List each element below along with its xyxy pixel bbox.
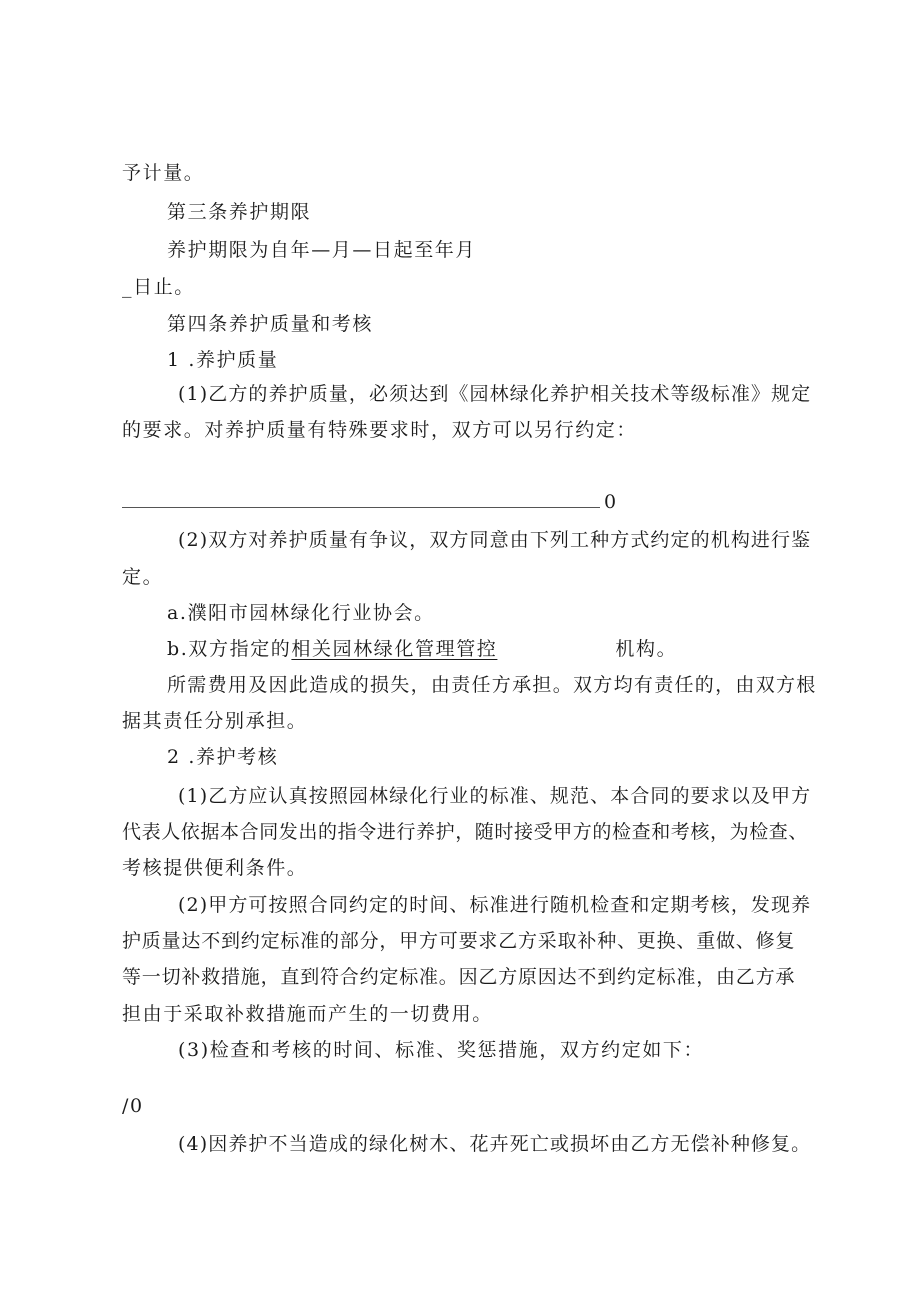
- paragraph-line: 所需费用及因此造成的损失，由责任方承担。双方均有责任的，由双方根: [167, 674, 817, 696]
- section-heading-3: 第三条养护期限: [167, 201, 312, 223]
- paragraph-line: 据其责任分别承担。: [122, 710, 308, 732]
- list-item-a: a.濮阳市园林绿化行业协会。: [167, 602, 435, 624]
- paragraph-line: (3)检查和考核的时间、标准、奖惩措施，双方约定如下：: [178, 1039, 705, 1061]
- paragraph-line: 代表人依据本合同发出的指令进行养护，随时接受甲方的检查和考核，为检查、: [122, 821, 809, 843]
- designated-organization: 相关园林绿化管理管控: [291, 638, 498, 660]
- paragraph-line: 护质量达不到约定标准的部分，甲方可要求乙方采取补种、更换、重做、修复: [122, 930, 796, 952]
- list-item-b: [167, 637, 677, 661]
- list-item-b-suffix: 机构。: [615, 638, 678, 660]
- blank-end-mark: 0: [604, 491, 618, 513]
- blank-fill-line: [122, 507, 600, 508]
- paragraph-line: 的要求。对养护质量有特殊要求时，双方可以另行约定：: [122, 419, 638, 441]
- paragraph-line: (4)因养护不当造成的绿化树木、花卉死亡或损坏由乙方无偿补种修复。: [178, 1133, 812, 1155]
- subsection-heading: 1 .养护质量: [167, 349, 279, 371]
- subsection-heading: 2 .养护考核: [167, 746, 279, 768]
- paragraph-line: (2)甲方可按照合同约定的时间、标准进行随机检查和定期考核，发现养: [178, 894, 812, 916]
- blank-end-mark: /0: [122, 1095, 144, 1117]
- paragraph-line: 等一切补救措施，直到符合约定标准。因乙方原因达不到约定标准，由乙方承: [122, 966, 796, 988]
- paragraph-line: (1)乙方的养护质量，必须达到《园林绿化养护相关技术等级标准》规定: [178, 383, 812, 405]
- text-line: 予计量。: [122, 162, 205, 184]
- list-item-b-prefix: b.双方指定的: [167, 638, 292, 660]
- section-heading-4: 第四条养护质量和考核: [167, 313, 374, 335]
- paragraph-line: (2)双方对养护质量有争议，双方同意由下列工种方式约定的机构进行鉴: [178, 529, 812, 551]
- paragraph-line: 定。: [122, 566, 164, 588]
- text-line: 养护期限为自年—月—日起至年月: [167, 239, 477, 261]
- text-line: _日止。: [122, 276, 195, 298]
- paragraph-line: 考核提供便利条件。: [122, 857, 308, 879]
- paragraph-line: 担由于采取补救措施而产生的一切费用。: [122, 1003, 493, 1025]
- paragraph-line: (1)乙方应认真按照园林绿化行业的标准、规范、本合同的要求以及甲方: [178, 785, 812, 807]
